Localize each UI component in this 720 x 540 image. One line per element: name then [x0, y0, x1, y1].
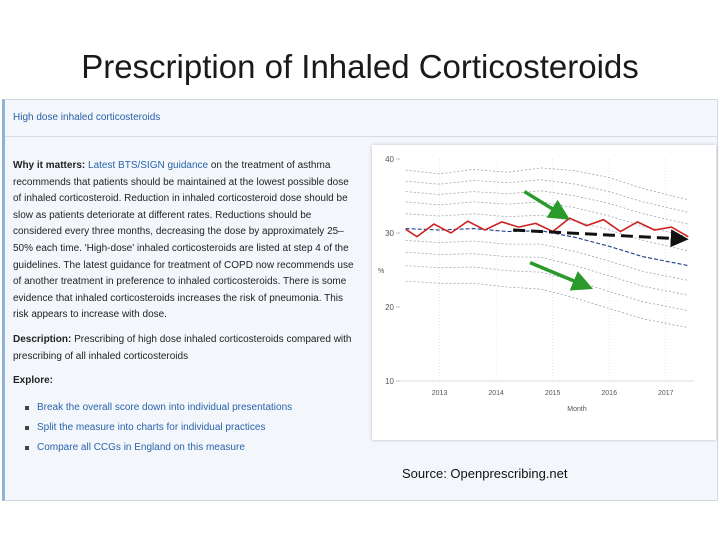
y-tick-label: 20 [385, 303, 394, 312]
explore-link-presentations[interactable] [13, 400, 358, 420]
bullet-icon [25, 446, 29, 450]
why-it-matters [13, 158, 358, 324]
y-tick-label: 10 [385, 377, 394, 386]
explore-link-label[interactable]: Split the measure into charts for individual practices [37, 421, 266, 433]
explore-link-label[interactable]: Compare all CCGs in England on this measure [37, 441, 245, 453]
why-text: on the treatment of asthma recommends that patients should be maintained at the lowest possible dose of inhaled corticosteroid. Reduction in inhaled corticosteroid dose should be slow as patients deteriorate at different rates. Reductions should be considered every three months, decreasing the dose by approximately 25–50% each time. 'High-dose' inhaled corticosteroids are listed at step 4 of the guidelines. The latest guidance for treatment of COPD now recommends use of another treatment in preference to inhaled corticosteroids. There is some evidence that inhaled corticosteroids increases the risk of pneumonia. This risk appears to increase with dose. [13, 160, 354, 321]
y-tick-label: 30 [385, 229, 394, 238]
x-tick-label: 2013 [431, 390, 448, 397]
y-tick-label: 40 [385, 155, 394, 164]
y-axis-label: % [378, 268, 385, 275]
bullet-icon [25, 426, 29, 430]
guidance-link[interactable]: Latest BTS/SIGN guidance [88, 160, 209, 171]
series-line-decile [406, 168, 689, 200]
explore-label: Explore: [13, 375, 54, 387]
trend-arrow-green [524, 192, 564, 216]
measure-description [13, 158, 358, 460]
chart-card [372, 145, 716, 440]
x-axis-label: Month [567, 406, 587, 413]
explore-link-label[interactable]: Break the overall score down into individual presentations [37, 401, 293, 413]
deciles-chart [372, 145, 716, 440]
x-tick-label: 2016 [601, 390, 617, 397]
panel-title[interactable]: High dose inhaled corticosteroids [13, 112, 161, 123]
x-tick-label: 2015 [544, 390, 561, 397]
description-label: Description: [13, 333, 72, 345]
series-line-decile [406, 240, 689, 280]
explore-link-practices[interactable] [13, 420, 358, 440]
trend-arrow-dashed [513, 230, 683, 239]
panel-header [5, 100, 717, 137]
series-line-highlight [406, 218, 689, 237]
series-line-decile [406, 229, 689, 266]
why-label: Why it matters: [13, 160, 86, 171]
explore-list [13, 400, 358, 460]
source-note: Source: Openprescribing.net [402, 466, 568, 481]
x-tick-label: 2014 [488, 390, 504, 397]
description-text: Prescribing of high dose inhaled corticosteroids compared with prescribing of all inhaled corticosteroids [13, 333, 352, 362]
x-tick-label: 2017 [657, 390, 674, 397]
bullet-icon [25, 406, 29, 410]
series-line-decile [406, 281, 689, 328]
description [13, 332, 358, 365]
explore-link-ccgs[interactable] [13, 440, 358, 460]
slide-title: Prescription of Inhaled Corticosteroids [81, 48, 639, 85]
